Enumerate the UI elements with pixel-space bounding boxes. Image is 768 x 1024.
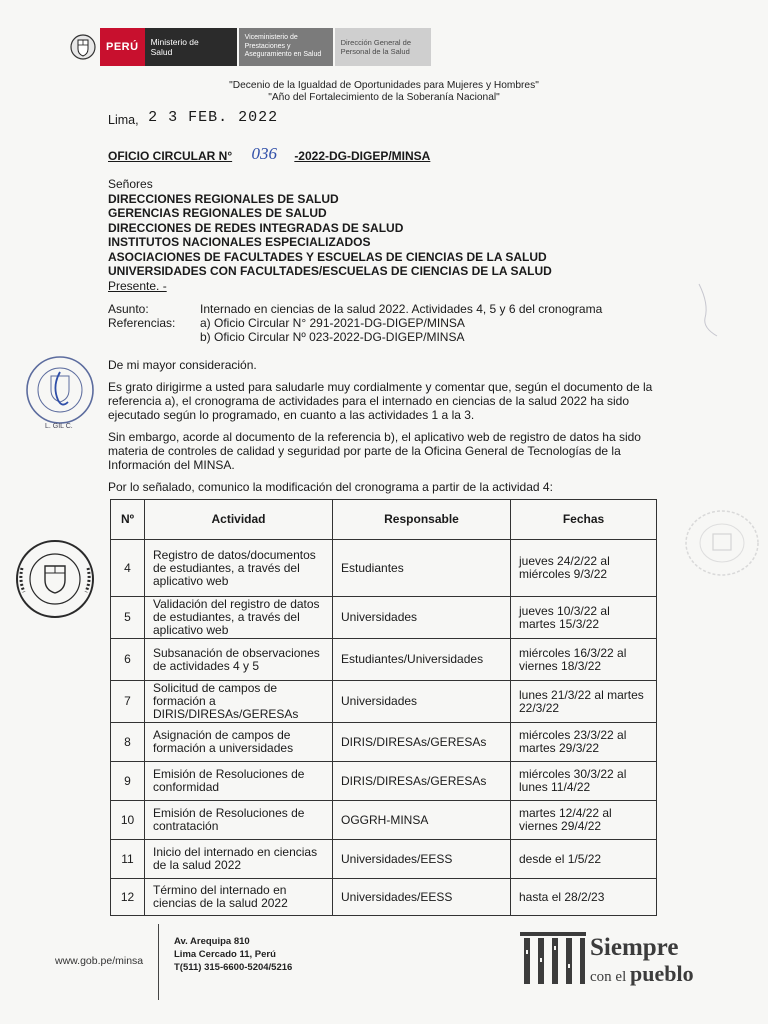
peru-label: PERÚ xyxy=(100,28,145,66)
slogan-con-el-pueblo xyxy=(590,961,694,987)
date-stamp: 2 3 FEB. 2022 xyxy=(148,109,279,126)
recipient-line: INSTITUTOS NACIONALES ESPECIALIZADOS xyxy=(108,235,371,249)
paragraph-2: Sin embargo, acorde al documento de la referencia b), el aplicativo web de registro de datos ha sido materia de controles de calidad y seguridad por parte de la Oficina General de Tecnologías de la Información del MINSA. xyxy=(108,430,641,472)
subject-block xyxy=(108,302,602,344)
cell-activity: Asignación de campos de formación a universidades xyxy=(145,723,333,762)
stamp-initials: L. GIL C. xyxy=(45,423,73,430)
cell-number: 12 xyxy=(111,879,145,916)
cell-number: 5 xyxy=(111,597,145,639)
table-row xyxy=(111,681,657,723)
cell-number: 4 xyxy=(111,540,145,597)
greeting: De mi mayor consideración. xyxy=(108,358,257,372)
city: Lima, xyxy=(108,113,139,127)
table-row xyxy=(111,879,657,916)
presente: Presente. - xyxy=(108,278,167,293)
cell-responsible: DIRIS/DIRESAs/GERESAs xyxy=(333,762,511,801)
cell-activity: Inicio del internado en ciencias de la salud 2022 xyxy=(145,840,333,879)
slogan-pueblo: pueblo xyxy=(629,961,694,986)
recipient-line: ASOCIACIONES DE FACULTADES Y ESCUELAS DE CIENCIAS DE LA SALUD xyxy=(108,249,547,264)
cell-responsible: DIRIS/DIRESAs/GERESAs xyxy=(333,723,511,762)
cell-activity: Registro de datos/documentos de estudiantes, a través del aplicativo web xyxy=(145,540,333,597)
direction-label: Dirección General de Personal de la Salud xyxy=(335,28,431,66)
date-line xyxy=(108,109,279,129)
cell-responsible: Estudiantes/Universidades xyxy=(333,639,511,681)
cell-number: 9 xyxy=(111,762,145,801)
paragraph-1: Es grato dirigirme a usted para saludarle muy cordialmente y comentar que, según el documento de la referencia a), el cronograma de actividades para el internado en ciencias de la salud 2022 ha sido ejecutado según lo programado, en cuanto a las actividades 1 a la 3. xyxy=(108,380,653,422)
footer-website: www.gob.pe/minsa xyxy=(55,955,144,967)
slogan-siempre: Siempre xyxy=(590,934,679,961)
cell-responsible: Universidades/EESS xyxy=(333,879,511,916)
table-row xyxy=(111,597,657,639)
cell-dates: miércoles 16/3/22 al viernes 18/3/22 xyxy=(511,639,657,681)
col-header-dates: Fechas xyxy=(511,500,657,540)
cell-number: 6 xyxy=(111,639,145,681)
cell-responsible: Universidades xyxy=(333,597,511,639)
decade-line-1: "Decenio de la Igualdad de Oportunidades para Mujeres y Hombres" xyxy=(229,80,539,91)
references-label: Referencias: xyxy=(108,316,176,330)
cell-number: 8 xyxy=(111,723,145,762)
cell-responsible: OGGRH-MINSA xyxy=(333,801,511,840)
decade-motto xyxy=(0,80,768,103)
slogan-con-el: con el xyxy=(590,969,627,985)
cell-dates: hasta el 28/2/23 xyxy=(511,879,657,916)
asunto-label: Asunto: xyxy=(108,302,149,316)
table-row xyxy=(111,801,657,840)
recipient-line: UNIVERSIDADES CON FACULTADES/ESCUELAS DE CIENCIAS DE LA SALUD xyxy=(108,264,552,278)
columns-emblem-icon xyxy=(518,928,588,990)
vice-ministry-label: Viceministerio de Prestaciones y Aseguramiento en Salud xyxy=(239,28,333,66)
ministry-seal-stamp-icon xyxy=(24,354,96,426)
table-row xyxy=(111,840,657,879)
table-row xyxy=(111,762,657,801)
ministry-label: Ministerio de Salud xyxy=(145,28,237,66)
ministry-logo-band xyxy=(70,28,431,66)
cell-responsible: Universidades/EESS xyxy=(333,840,511,879)
schedule-table xyxy=(110,499,657,916)
salutation: Señores xyxy=(108,177,153,191)
cell-activity: Solicitud de campos de formación a DIRIS/DIRESAs/GERESAs xyxy=(145,681,333,723)
recipients-block xyxy=(108,177,552,293)
table-row xyxy=(111,723,657,762)
cell-dates: jueves 10/3/22 al martes 15/3/22 xyxy=(511,597,657,639)
cell-number: 10 xyxy=(111,801,145,840)
cell-number: 7 xyxy=(111,681,145,723)
cell-dates: miércoles 30/3/22 al lunes 11/4/22 xyxy=(511,762,657,801)
col-header-activity: Actividad xyxy=(145,500,333,540)
recipient-line: DIRECCIONES REGIONALES DE SALUD xyxy=(108,191,339,206)
asunto-text: Internado en ciencias de la salud 2022. Actividades 4, 5 y 6 del cronograma xyxy=(200,302,603,316)
cell-dates: jueves 24/2/22 al miércoles 9/3/22 xyxy=(511,540,657,597)
recipient-line: GERENCIAS REGIONALES DE SALUD xyxy=(108,206,327,220)
cell-dates: lunes 21/3/22 al martes 22/3/22 xyxy=(511,681,657,723)
table-row xyxy=(111,639,657,681)
table-row xyxy=(111,540,657,597)
oficio-number-handwritten: 036 xyxy=(251,144,277,163)
cell-responsible: Universidades xyxy=(333,681,511,723)
footer-divider xyxy=(158,924,159,1000)
paragraph-3: Por lo señalado, comunico la modificación del cronograma a partir de la actividad 4: xyxy=(108,480,553,494)
faded-seal-stamp-icon xyxy=(683,508,761,578)
cell-activity: Emisión de Resoluciones de conformidad xyxy=(145,762,333,801)
coat-of-arms-icon xyxy=(70,30,96,64)
reference-b: b) Oficio Circular Nº 023-2022-DG-DIGEP/MINSA xyxy=(200,330,465,344)
cell-activity: Emisión de Resoluciones de contratación xyxy=(145,801,333,840)
reference-a: a) Oficio Circular N° 291-2021-DG-DIGEP/MINSA xyxy=(200,316,465,330)
cell-activity: Subsanación de observaciones de actividades 4 y 5 xyxy=(145,639,333,681)
cell-dates: desde el 1/5/22 xyxy=(511,840,657,879)
decade-line-2: "Año del Fortalecimiento de la Soberanía Nacional" xyxy=(268,91,500,103)
cell-dates: martes 12/4/22 al viernes 29/4/22 xyxy=(511,801,657,840)
personnel-directorate-seal-icon xyxy=(14,538,96,620)
cell-dates: miércoles 23/3/22 al martes 29/3/22 xyxy=(511,723,657,762)
footer-address xyxy=(174,935,292,974)
pencil-mark-icon xyxy=(695,280,725,340)
address-line-1: Av. Arequipa 810 xyxy=(174,936,250,947)
cell-number: 11 xyxy=(111,840,145,879)
oficio-prefix: OFICIO CIRCULAR N° xyxy=(108,149,233,163)
recipient-line: DIRECCIONES DE REDES INTEGRADAS DE SALUD xyxy=(108,220,404,235)
letter-body xyxy=(108,358,658,502)
col-header-responsible: Responsable xyxy=(333,500,511,540)
cell-activity: Validación del registro de datos de estudiantes, a través del aplicativo web xyxy=(145,597,333,639)
col-header-number: Nº xyxy=(111,500,145,540)
cell-activity: Término del internado en ciencias de la salud 2022 xyxy=(145,879,333,916)
oficio-title xyxy=(108,145,430,165)
address-line-2: Lima Cercado 11, Perú xyxy=(174,949,276,960)
oficio-suffix: -2022-DG-DIGEP/MINSA xyxy=(294,149,431,163)
phone-line: T(511) 315-6600-5204/5216 xyxy=(174,962,293,973)
cell-responsible: Estudiantes xyxy=(333,540,511,597)
table-header-row xyxy=(111,500,657,540)
